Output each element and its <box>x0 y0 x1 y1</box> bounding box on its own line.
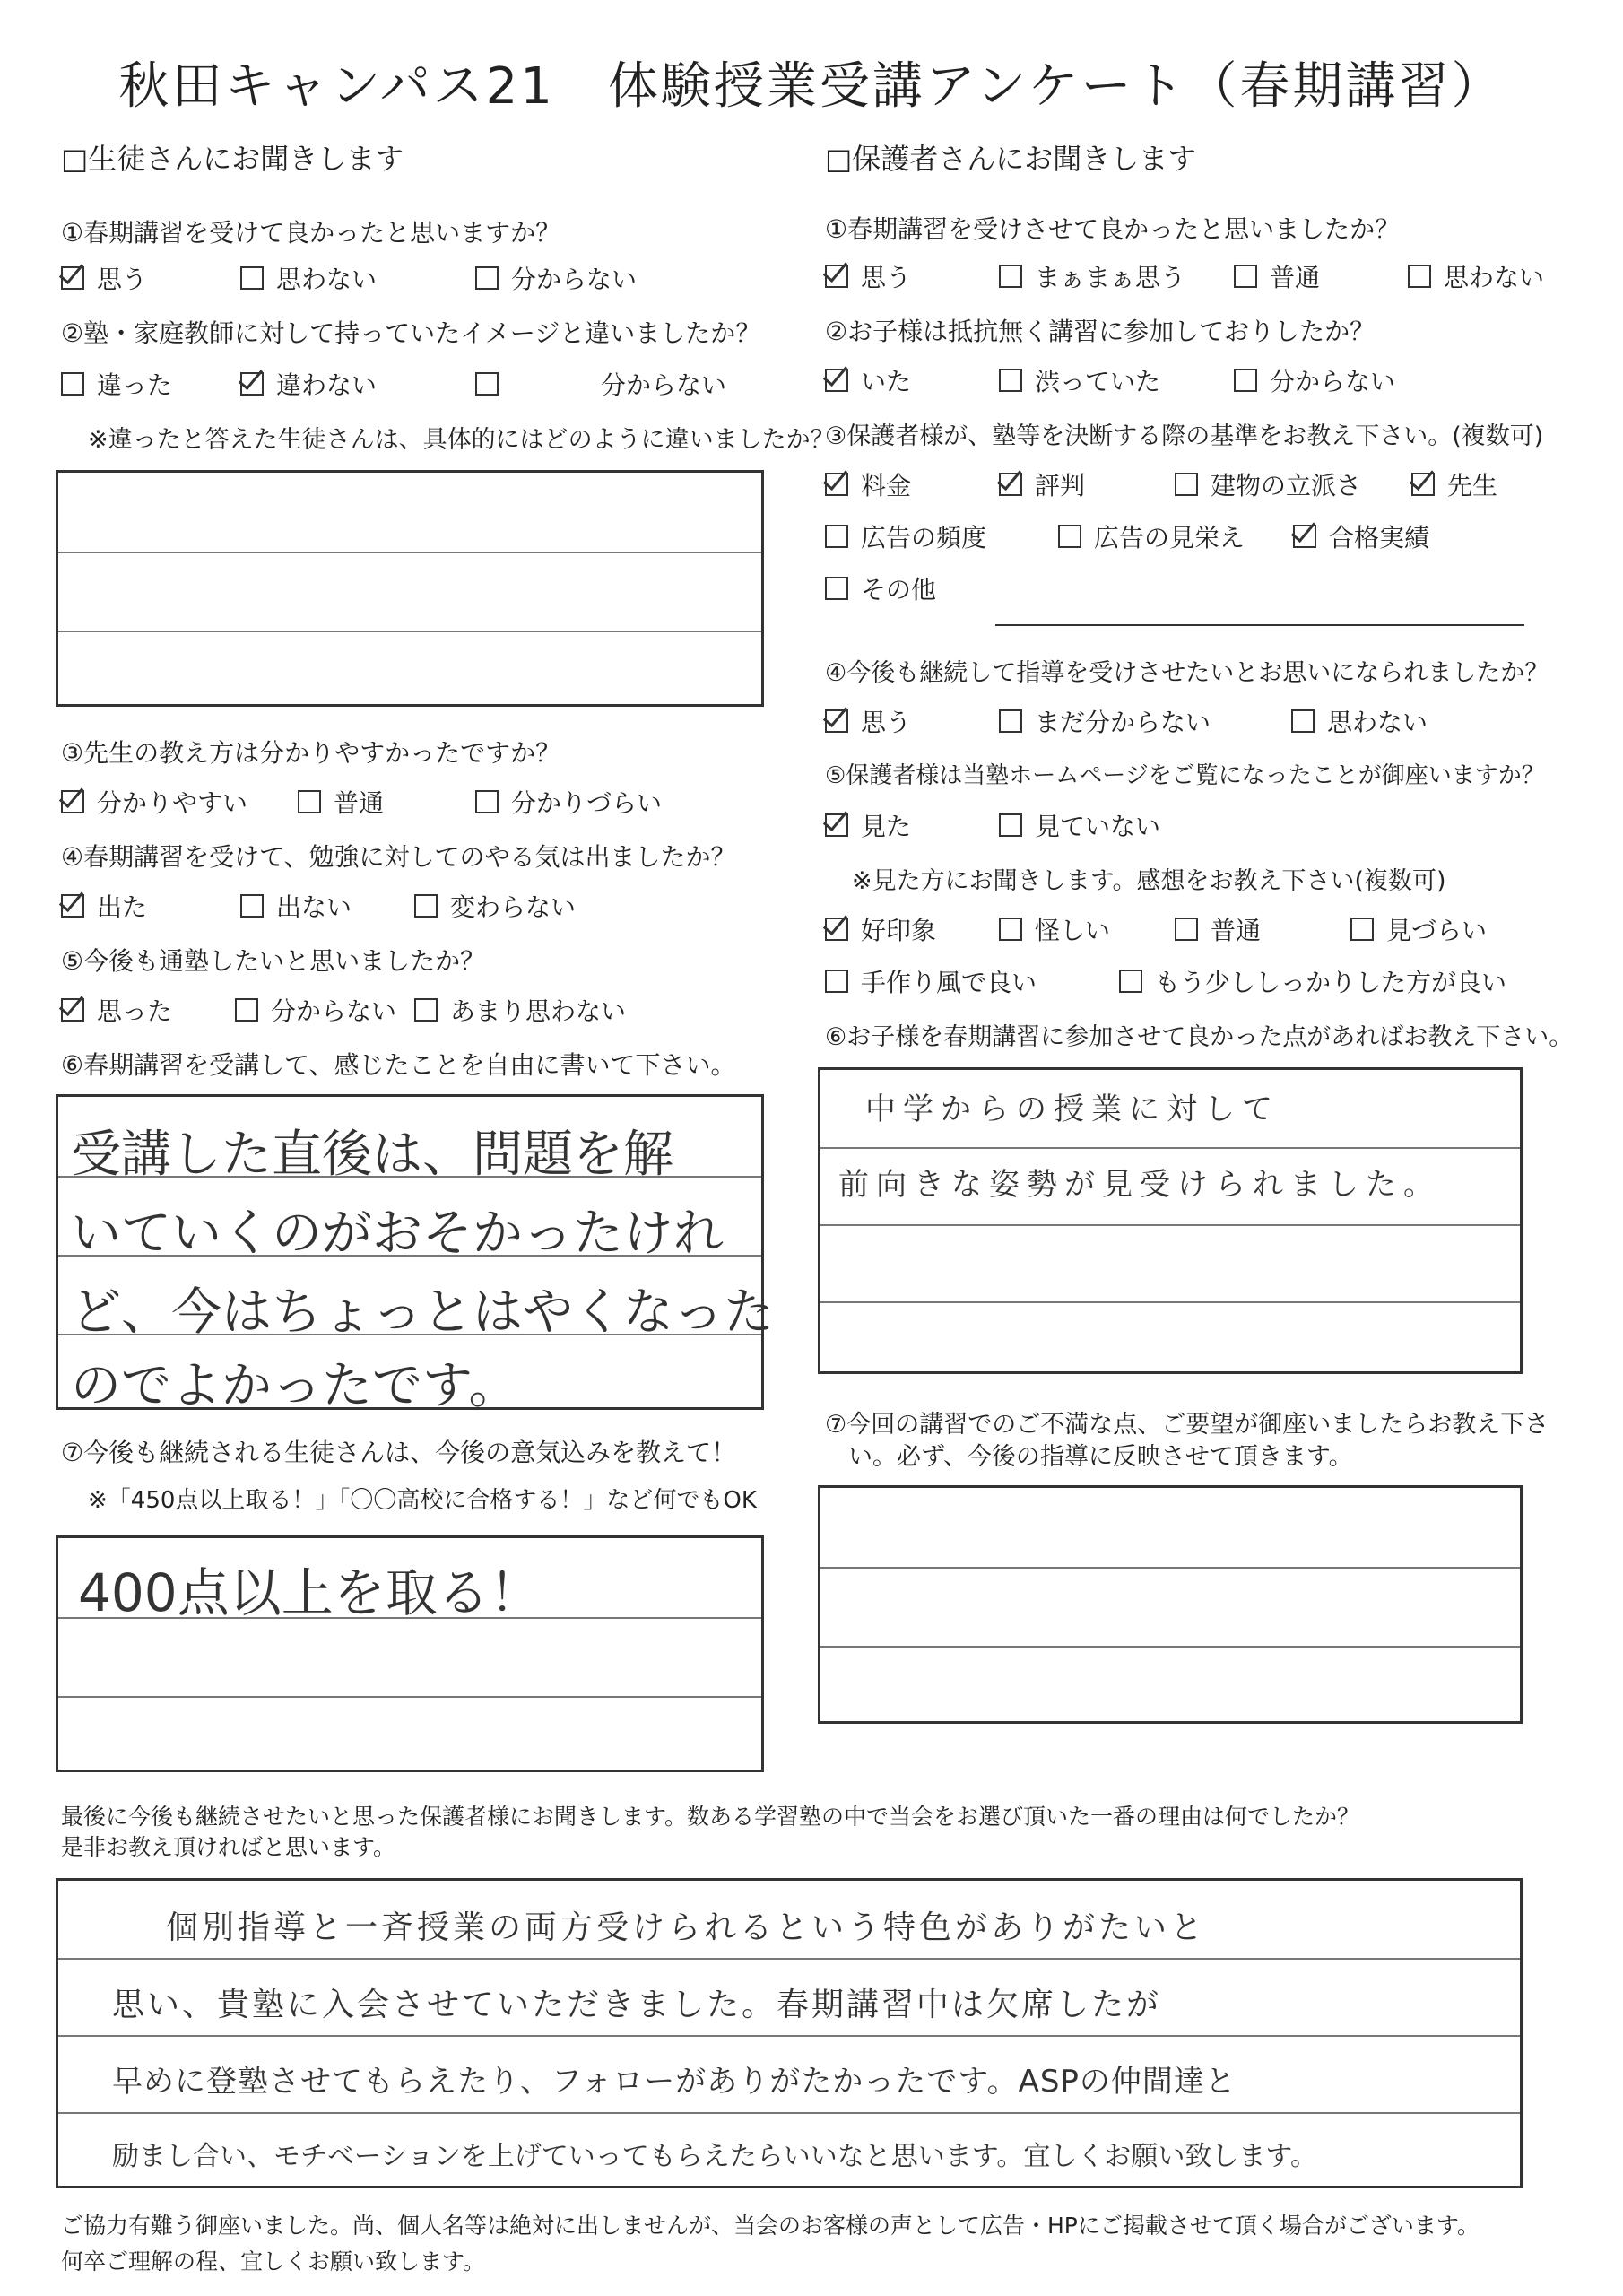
student-q6-answer-line-2: いていくのがおそかったけれ <box>71 1205 724 1263</box>
student-q6-answer-line-1: 受講した直後は、問題を解 <box>71 1126 673 1184</box>
student-q4-option-3[interactable]: 変わらない <box>414 888 576 924</box>
parent-q3-option-4[interactable]: 先生 <box>1411 466 1497 502</box>
student-q2-answer-box[interactable] <box>56 470 764 707</box>
checkbox[interactable] <box>475 372 499 396</box>
final-answer-box[interactable] <box>56 1878 1523 2188</box>
checkbox[interactable] <box>825 577 848 600</box>
student-q6-text: ⑥春期講習を受講して、感じたことを自由に書いて下さい。 <box>61 1050 736 1080</box>
parent-q3-option-5[interactable]: 広告の頻度 <box>825 518 986 554</box>
final-question-text-1: 最後に今後も継続させたいと思った保護者様にお聞きします。数ある学習塾の中で当会をお選び頂いた一番の理由は何でしたか？ <box>61 1804 1360 1830</box>
student-q5-option-1[interactable]: 思った <box>61 992 172 1028</box>
parent-q6-text: ⑥お子様を春期講習に参加させて良かった点があればお教え下さい。 <box>825 1023 1574 1051</box>
parent-q5-text: ⑤保護者様は当塾ホームページをご覧になったことが御座いますか？ <box>825 762 1545 789</box>
parent-q1-text: ①春期講習を受けさせて良かったと思いましたか？ <box>825 214 1401 244</box>
student-q3-text: ③先生の教え方は分かりやすかったですか？ <box>61 738 561 768</box>
checkbox[interactable] <box>1119 970 1142 993</box>
checkbox[interactable] <box>825 918 848 941</box>
student-q4-option-1[interactable]: 出た <box>61 888 147 924</box>
footer-line-2: 何卒ご理解の程、宜しくお願い致します。 <box>61 2248 486 2274</box>
footer-line-1: ご協力有難う御座いました。尚、個人名等は絶対に出しませんが、当会のお客様の声として広告・HPにご掲載させて頂く場合がございます。 <box>61 2213 1480 2239</box>
parent-q5-note: ※見た方にお聞きします。感想をお教え下さい(複数可) <box>852 867 1446 895</box>
student-q3-option-2[interactable]: 普通 <box>298 784 384 820</box>
checkbox[interactable] <box>1408 265 1431 288</box>
parent-q7-answer-box[interactable] <box>818 1485 1523 1724</box>
student-q1-option-3[interactable]: 分からない <box>475 260 637 296</box>
checkbox[interactable] <box>61 998 84 1022</box>
student-q2-option-2[interactable]: 違わない <box>240 366 377 402</box>
student-q4-option-2[interactable]: 出ない <box>240 888 352 924</box>
parent-q3-option-7[interactable]: 合格実績 <box>1293 518 1429 554</box>
parent-q6-answer-line-1: 中学からの授業に対して <box>865 1091 1280 1127</box>
student-q3-option-1[interactable]: 分かりやすい <box>61 784 247 820</box>
checkbox[interactable] <box>825 709 848 733</box>
checkbox[interactable] <box>1411 473 1435 496</box>
checkbox[interactable] <box>414 998 438 1022</box>
final-answer-line-4: 励まし合い、モチベーションを上げていってもらえたらいいなと思います。宜しくお願い致します。 <box>112 2141 1317 2172</box>
parent-q5-impression-6[interactable]: もう少ししっかりした方が良い <box>1119 963 1506 999</box>
parent-q1-option-3[interactable]: 普通 <box>1234 258 1320 294</box>
parent-q3-option-8[interactable]: その他 <box>825 570 936 606</box>
checkbox[interactable] <box>61 790 84 813</box>
parent-q5-option-1[interactable]: 見た <box>825 807 911 843</box>
checkbox[interactable] <box>235 998 258 1022</box>
checkbox[interactable] <box>999 473 1022 496</box>
checkbox[interactable] <box>1175 473 1198 496</box>
parent-q3-other-field[interactable] <box>995 624 1524 626</box>
parent-q7-text-2: い。必ず、今後の指導に反映させて頂きます。 <box>848 1443 1353 1471</box>
parent-q4-option-1[interactable]: 思う <box>825 703 911 739</box>
final-question-text-2: 是非お教え頂ければと思います。 <box>61 1834 396 1860</box>
checkbox[interactable] <box>475 790 499 813</box>
checkbox[interactable] <box>298 790 321 813</box>
parent-q1-option-1[interactable]: 思う <box>825 258 911 294</box>
checkbox[interactable] <box>999 709 1022 733</box>
checkbox[interactable] <box>999 918 1022 941</box>
checkbox[interactable] <box>825 369 848 392</box>
student-q1-text: ①春期講習を受けて良かったと思いますか？ <box>61 218 561 248</box>
student-q5-text: ⑤今後も通塾したいと思いましたか？ <box>61 946 486 976</box>
checkbox[interactable] <box>999 369 1022 392</box>
parent-q3-option-2[interactable]: 評判 <box>999 466 1085 502</box>
checkbox[interactable] <box>240 894 264 918</box>
checkbox[interactable] <box>1234 369 1257 392</box>
student-q6-answer-line-3: ど、今はちょっとはやくなった <box>71 1283 774 1342</box>
checkbox[interactable] <box>1058 525 1081 548</box>
student-q5-option-2[interactable]: 分からない <box>235 992 396 1028</box>
parent-q4-option-2[interactable]: まだ分からない <box>999 703 1211 739</box>
parent-q4-text: ④今後も継続して指導を受けさせたいとお思いになられましたか？ <box>825 659 1549 687</box>
checkbox[interactable] <box>825 970 848 993</box>
checkbox[interactable] <box>825 265 848 288</box>
parent-section-header: □保護者さんにお聞きします <box>825 142 1197 176</box>
parent-q6-answer-box[interactable] <box>818 1067 1523 1374</box>
student-q6-answer-box[interactable] <box>56 1094 774 1415</box>
student-q7-note: ※「450点以上取る！」「〇〇高校に合格する！」など何でもOK <box>88 1487 757 1514</box>
checkbox[interactable] <box>61 266 84 290</box>
parent-q5-impression-3[interactable]: 普通 <box>1175 911 1261 947</box>
student-q2-option-1[interactable]: 違った <box>61 366 172 402</box>
parent-q3-option-6[interactable]: 広告の見栄え <box>1058 518 1245 554</box>
checkbox[interactable] <box>475 266 499 290</box>
parent-q1-option-4[interactable]: 思わない <box>1408 258 1544 294</box>
parent-q3-option-1[interactable]: 料金 <box>825 466 911 502</box>
parent-q6-answer-line-2: 前向きな姿勢が見受けられました。 <box>838 1167 1441 1203</box>
parent-q3-option-3[interactable]: 建物の立派さ <box>1175 466 1361 502</box>
student-q1-option-2[interactable]: 思わない <box>240 260 377 296</box>
student-q6-answer-line-4: のでよかったです。 <box>71 1357 519 1415</box>
student-q3-option-3[interactable]: 分かりづらい <box>475 784 662 820</box>
checkbox[interactable] <box>1234 265 1257 288</box>
student-q2-option-3[interactable]: 分からない <box>475 366 726 402</box>
parent-q5-impression-5[interactable]: 手作り風で良い <box>825 963 1037 999</box>
parent-q7-text-1: ⑦今回の講習でのご不満な点、ご要望が御座いましたらお教え下さ <box>825 1411 1549 1439</box>
checkbox[interactable] <box>414 894 438 918</box>
final-answer-line-1: 個別指導と一斉授業の両方受けられるという特色がありがたいと <box>166 1909 1207 1946</box>
parent-q1-option-2[interactable]: まぁまぁ思う <box>999 258 1185 294</box>
parent-q2-option-1[interactable]: いた <box>825 362 911 398</box>
parent-q2-text: ②お子様は抵抗無く講習に参加しておりしたか？ <box>825 317 1376 346</box>
checkbox[interactable] <box>825 473 848 496</box>
checkbox[interactable] <box>1291 709 1315 733</box>
checkbox[interactable] <box>825 525 848 548</box>
checkbox[interactable] <box>240 266 264 290</box>
page-title: 秋田キャンパス21 体験授業受講アンケート（春期講習） <box>118 57 1505 116</box>
parent-q2-option-3[interactable]: 分からない <box>1234 362 1395 398</box>
student-q1-option-1[interactable]: 思う <box>61 260 147 296</box>
student-q7-answer-box[interactable] <box>56 1535 764 1772</box>
final-answer-line-3: 早めに登塾させてもらえたり、フォローがありがたかったです。ASPの仲間達と <box>112 2064 1237 2100</box>
student-q7-text: ⑦今後も継続される生徒さんは、今後の意気込みを教えて！ <box>61 1438 737 1467</box>
final-answer-line-2: 思い、貴塾に入会させていただきました。春期講習中は欠席したが <box>112 1987 1162 2023</box>
student-q4-text: ④春期講習を受けて、勉強に対してのやる気は出ましたか？ <box>61 842 736 872</box>
parent-q5-impression-4[interactable]: 見づらい <box>1350 911 1487 947</box>
checkbox[interactable] <box>61 372 84 396</box>
parent-q3-text: ③保護者様が、塾等を決断する際の基準をお教え下さい。(複数可) <box>825 422 1544 450</box>
checkbox[interactable] <box>1293 525 1316 548</box>
checkbox[interactable] <box>1175 918 1198 941</box>
checkbox[interactable] <box>999 813 1022 837</box>
student-q7-answer: 400点以上を取る！ <box>78 1562 542 1623</box>
parent-q2-option-2[interactable]: 渋っていた <box>999 362 1160 398</box>
student-q5-option-3[interactable]: あまり思わない <box>414 992 626 1028</box>
checkbox[interactable] <box>1350 918 1374 941</box>
parent-q5-impression-2[interactable]: 怪しい <box>999 911 1110 947</box>
checkbox[interactable] <box>61 894 84 918</box>
student-q2-note: ※違ったと答えた生徒さんは、具体的にはどのように違いましたか？ <box>88 426 835 454</box>
student-q2-text: ②塾・家庭教師に対して持っていたイメージと違いましたか？ <box>61 318 761 348</box>
checkbox[interactable] <box>240 372 264 396</box>
parent-q4-option-3[interactable]: 思わない <box>1291 703 1428 739</box>
checkbox[interactable] <box>825 813 848 837</box>
student-section-header: □生徒さんにお聞きします <box>61 142 404 176</box>
checkbox[interactable] <box>999 265 1022 288</box>
parent-q5-option-2[interactable]: 見ていない <box>999 807 1160 843</box>
parent-q5-impression-1[interactable]: 好印象 <box>825 911 936 947</box>
